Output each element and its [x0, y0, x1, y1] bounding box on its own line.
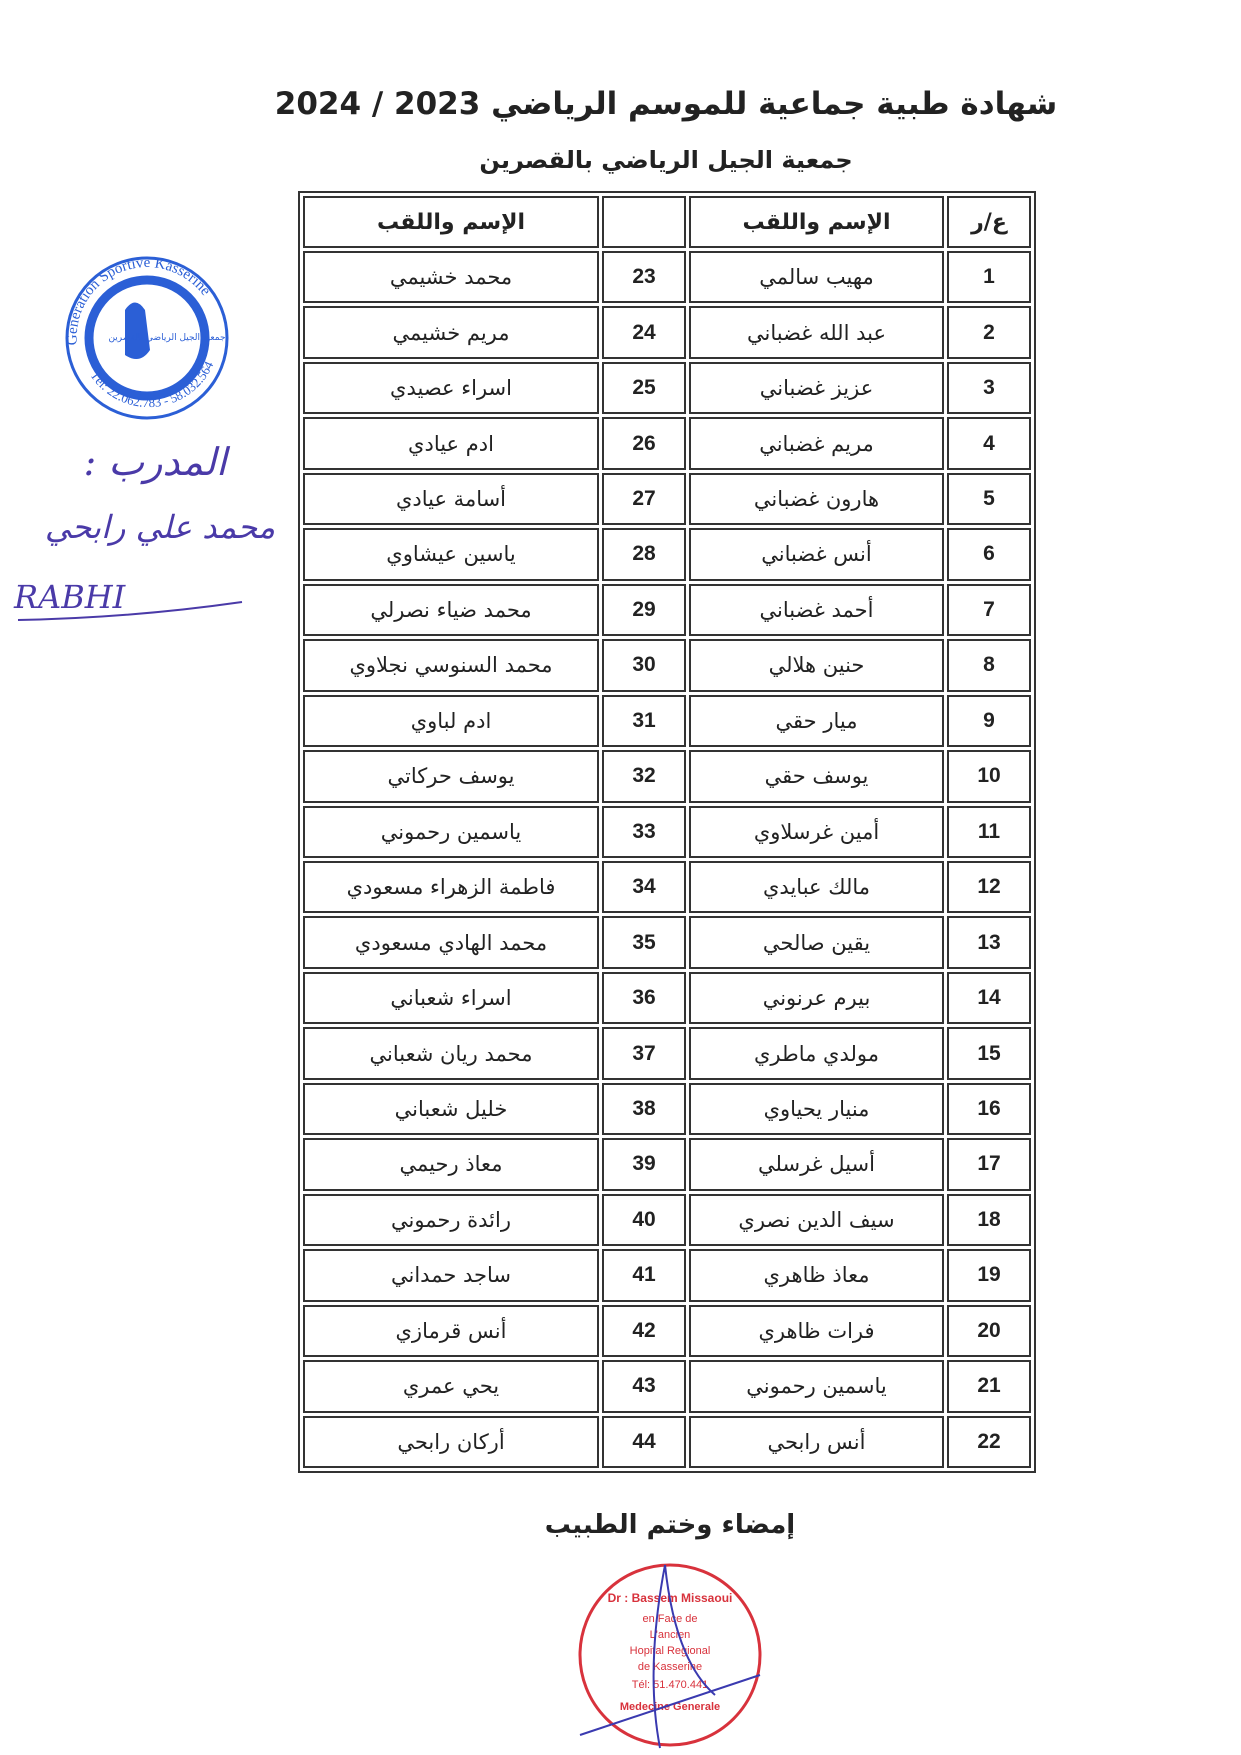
table-row: [303, 1249, 1031, 1301]
row-number: 26: [602, 417, 686, 469]
doctor-stamp: [575, 1560, 765, 1750]
row-number: 7: [947, 584, 1031, 636]
player-name: محمد السنوسي نجلاوي: [303, 639, 599, 691]
row-number: 31: [602, 695, 686, 747]
table-row: [303, 806, 1031, 858]
row-number: 18: [947, 1194, 1031, 1246]
row-number: 36: [602, 972, 686, 1024]
player-name: أنس غضباني: [689, 528, 944, 580]
player-name: اسراء عصيدي: [303, 362, 599, 414]
club-name: جمعية الجيل الرياضي بالقصرين: [479, 146, 853, 174]
row-number: 16: [947, 1083, 1031, 1135]
row-number: 40: [602, 1194, 686, 1246]
table-row: [303, 1194, 1031, 1246]
player-name: رائدة رحموني: [303, 1194, 599, 1246]
player-name: ادم عيادي: [303, 417, 599, 469]
row-number: 5: [947, 473, 1031, 525]
coach-label: المدرب :: [83, 440, 227, 484]
table-row: [303, 1305, 1031, 1357]
row-number: 20: [947, 1305, 1031, 1357]
row-number: 41: [602, 1249, 686, 1301]
row-number: 38: [602, 1083, 686, 1135]
header-number: ع/ر: [947, 196, 1031, 248]
players-table: [298, 191, 1036, 1473]
player-name: ميار حقي: [689, 695, 944, 747]
player-name: أسيل غرسلي: [689, 1138, 944, 1190]
doctor-stamp-phone: Tél: 51.470.441: [631, 1679, 709, 1691]
player-name: مالك عبايدي: [689, 861, 944, 913]
player-name: أنس رابحي: [689, 1416, 944, 1468]
row-number: 43: [602, 1360, 686, 1412]
player-name: فاطمة الزهراء مسعودي: [303, 861, 599, 913]
table-row: [303, 1083, 1031, 1135]
table-row: [303, 639, 1031, 691]
player-name: أمين غرسلاوي: [689, 806, 944, 858]
player-name: مولدي ماطري: [689, 1027, 944, 1079]
player-name: مريم غضباني: [689, 417, 944, 469]
player-name: يحي عمري: [303, 1360, 599, 1412]
row-number: 30: [602, 639, 686, 691]
player-name: حنين هلالي: [689, 639, 944, 691]
row-number: 17: [947, 1138, 1031, 1190]
club-stamp-center-text: جمعية الجيل الرياضي بالقصرين: [108, 333, 226, 343]
doctor-stamp-address-3: Hopital Regional: [629, 1645, 711, 1657]
player-name: أسامة عيادي: [303, 473, 599, 525]
doctor-stamp-address-2: L'ancien: [649, 1629, 691, 1641]
table-row: [303, 362, 1031, 414]
row-number: 32: [602, 750, 686, 802]
table-row: [303, 473, 1031, 525]
player-name: يقين صالحي: [689, 916, 944, 968]
row-number: 2: [947, 306, 1031, 358]
header-name-2: الإسم واللقب: [303, 196, 599, 248]
row-number: 42: [602, 1305, 686, 1357]
player-name: سيف الدين نصري: [689, 1194, 944, 1246]
coach-signature: RABHI: [14, 578, 126, 616]
row-number: 3: [947, 362, 1031, 414]
player-name: هارون غضباني: [689, 473, 944, 525]
player-name: أحمد غضباني: [689, 584, 944, 636]
player-name: ياسمين رحموني: [303, 806, 599, 858]
coach-name: محمد علي رابحي: [44, 508, 276, 546]
row-number: 28: [602, 528, 686, 580]
row-number: 29: [602, 584, 686, 636]
row-number: 39: [602, 1138, 686, 1190]
table-row: [303, 251, 1031, 303]
row-number: 1: [947, 251, 1031, 303]
table-row: [303, 861, 1031, 913]
player-name: محمد ريان شعباني: [303, 1027, 599, 1079]
table-row: [303, 750, 1031, 802]
player-name: ياسين عيشاوي: [303, 528, 599, 580]
row-number: 12: [947, 861, 1031, 913]
player-name: أنس قرمازي: [303, 1305, 599, 1357]
table-row: [303, 1360, 1031, 1412]
row-number: 33: [602, 806, 686, 858]
doctor-stamp-name: Dr : Bassem Missaoui: [607, 1591, 733, 1605]
row-number: 9: [947, 695, 1031, 747]
table-row: [303, 306, 1031, 358]
player-name: محمد ضياء نصرلي: [303, 584, 599, 636]
row-number: 13: [947, 916, 1031, 968]
table-row: [303, 584, 1031, 636]
player-name: ياسمين رحموني: [689, 1360, 944, 1412]
player-name: مهيب سالمي: [689, 251, 944, 303]
player-name: عبد الله غضباني: [689, 306, 944, 358]
document-title: شهادة طبية جماعية للموسم الرياضي 2023 / 2024: [274, 86, 1058, 122]
player-name: محمد الهادي مسعودي: [303, 916, 599, 968]
player-name: معاذ رحيمي: [303, 1138, 599, 1190]
club-stamp: [55, 250, 240, 425]
row-number: 6: [947, 528, 1031, 580]
player-name: يوسف حقي: [689, 750, 944, 802]
row-number: 27: [602, 473, 686, 525]
table-row: [303, 1138, 1031, 1190]
player-name: عزيز غضباني: [689, 362, 944, 414]
row-number: 14: [947, 972, 1031, 1024]
doctor-signature-label: إمضاء وختم الطبيب: [544, 1510, 796, 1540]
coach-signature-stroke: [10, 590, 250, 630]
table-row: [303, 972, 1031, 1024]
player-name: ادم لباوي: [303, 695, 599, 747]
row-number: 15: [947, 1027, 1031, 1079]
doctor-stamp-specialty: Medecine Generale: [619, 1701, 721, 1713]
row-number: 34: [602, 861, 686, 913]
header-name-1: الإسم واللقب: [689, 196, 944, 248]
row-number: 19: [947, 1249, 1031, 1301]
row-number: 24: [602, 306, 686, 358]
player-name: خليل شعباني: [303, 1083, 599, 1135]
doctor-stamp-address-4: de Kasserine: [637, 1661, 703, 1673]
table-row: [303, 528, 1031, 580]
row-number: 8: [947, 639, 1031, 691]
row-number: 22: [947, 1416, 1031, 1468]
row-number: 37: [602, 1027, 686, 1079]
club-stamp-phone: Tél: 22.062.783 - 58.032.564: [87, 358, 217, 411]
player-name: مريم خشيمي: [303, 306, 599, 358]
row-number: 4: [947, 417, 1031, 469]
player-name: منيار يحياوي: [689, 1083, 944, 1135]
table-row: [303, 1027, 1031, 1079]
table-row: [303, 417, 1031, 469]
row-number: 44: [602, 1416, 686, 1468]
row-number: 10: [947, 750, 1031, 802]
player-name: أركان رابحي: [303, 1416, 599, 1468]
row-number: 21: [947, 1360, 1031, 1412]
player-name: محمد خشيمي: [303, 251, 599, 303]
table-row: [303, 1416, 1031, 1468]
table-header-row: [303, 196, 1031, 248]
doctor-stamp-address-1: en Face de: [642, 1613, 698, 1625]
player-name: فرات ظاهري: [689, 1305, 944, 1357]
table-row: [303, 916, 1031, 968]
row-number: 23: [602, 251, 686, 303]
player-name: ساجد حمداني: [303, 1249, 599, 1301]
player-name: بيرم عرنوني: [689, 972, 944, 1024]
club-stamp-top-text: Generation Sportive Kasserine: [64, 255, 214, 346]
player-name: اسراء شعباني: [303, 972, 599, 1024]
table-row: [303, 695, 1031, 747]
row-number: 25: [602, 362, 686, 414]
player-name: يوسف حركاتي: [303, 750, 599, 802]
header-number-2: [602, 196, 686, 248]
row-number: 11: [947, 806, 1031, 858]
player-name: معاذ ظاهري: [689, 1249, 944, 1301]
row-number: 35: [602, 916, 686, 968]
